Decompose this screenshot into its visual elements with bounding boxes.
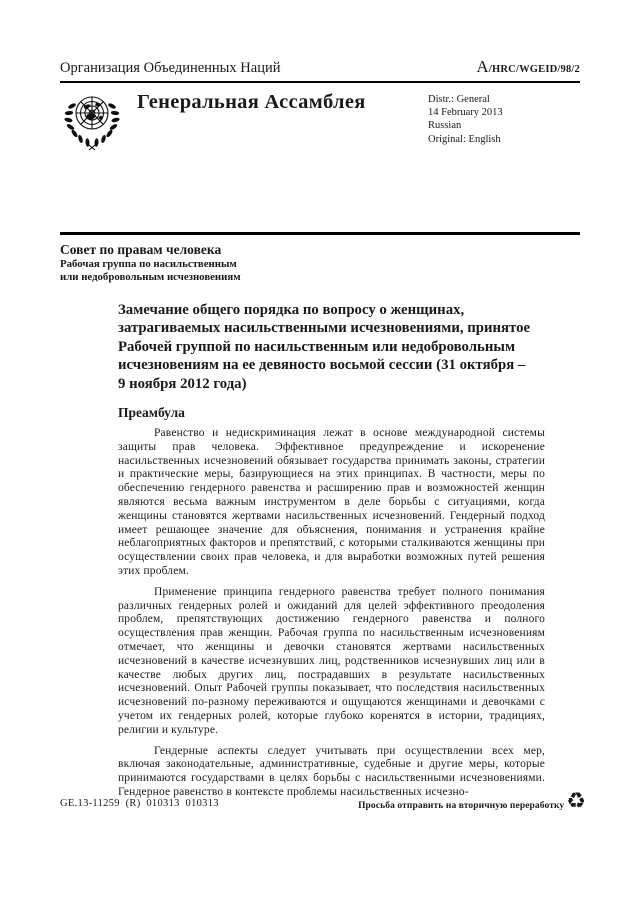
distr-line: Russian xyxy=(428,120,462,132)
distr-line: Distr.: General xyxy=(428,94,490,105)
section-heading-preamble: Преамбула xyxy=(118,405,185,421)
un-emblem-icon xyxy=(60,89,124,156)
document-body xyxy=(118,301,580,800)
body-paragraph: Гендерные аспекты следует учитывать при осуществлении всех мер, включая законодательные, административные, судебные и другие меры, которые принимаются государствами в целях борьбы с насильственными исчезновениями. Гендерное равенство в контексте проблемы насильственных исчезно- xyxy=(118,744,545,798)
recycle-icon: ♻ xyxy=(566,789,586,814)
doc-symbol-rest: /HRC/WGEID/98/2 xyxy=(488,64,580,75)
assembly-title: Генеральная Ассамблея xyxy=(137,91,366,113)
org-name: Организация Объединенных Наций xyxy=(60,60,281,76)
council-heading: Совет по правам человека xyxy=(60,242,222,257)
distr-line: 14 February 2013 xyxy=(428,107,503,119)
body-paragraph: Применение принципа гендерного равенства требует полного понимания различных гендерных ролей и ожиданий для целей эффективного преодоления проблем, препятствующих достижению гендерного равенства и полного осуществления прав женщин. Рабочая группа по насильственным исчезновениям отмечает, что женщины и девочки становятся жертвами насильственных исчезновений в качестве исчезнувших лиц, родственников исчезнувших лиц или в качестве любых других лиц, пострадавших в результате насильственных исчезновений. Опыт Рабочей группы показывает, что последствия насильственных исчезновений по-разному переживаются и ощущаются женщинами и девочками с учетом их гендерных ролей, которые глубоко коренятся в истории, традициях, религии и культуре. xyxy=(118,585,545,736)
header-divider-line xyxy=(60,81,580,83)
header-main-row xyxy=(60,89,580,156)
recycle-note xyxy=(358,789,586,820)
working-group-line: или недобровольным исчезновениям xyxy=(60,271,241,283)
distribution-info xyxy=(428,93,580,156)
council-block xyxy=(60,241,580,284)
document-title: Замечание общего порядка по вопросу о женщинах, затрагиваемых насильственными исчезновениями, принятое Рабочей группой по насильственным или недобровольным исчезновениям на ее девяносто восьмой сессии (31 октября – 9 ноября 2012 года) xyxy=(118,302,531,392)
working-group-line: Рабочая группа по насильственным xyxy=(60,258,237,270)
page-footer xyxy=(60,789,586,820)
ge-document-code: GE.13-11259 (R) 010313 010313 xyxy=(60,798,219,809)
recycle-note-text: Просьба отправить на вторичную переработку xyxy=(358,801,565,811)
doc-symbol xyxy=(476,57,580,79)
doc-symbol-prefix: A xyxy=(476,57,489,76)
body-paragraph: Равенство и недискриминация лежат в основе международной системы защиты прав человека. Эффективное предупреждение и искоренение насильственных исчезновений обязывает государства принимать законы, стратегии и практические меры, базирующиеся на этих принципах. В частности, меры по обеспечению гендерного равенства и расширению прав и возможностей женщин являются весьма важным инструментом в деле борьбы с ситуациями, когда женщины становятся жертвами насильственных исчезновений. Гендерный подход имеет решающее значение для объяснения, понимания и устранения крайне неблагоприятных факторов и препятствий, с которыми сталкиваются женщины при осуществлении своих прав человека, и для выработки возможных путей решения этих проблем. xyxy=(118,427,545,577)
distr-line: Original: English xyxy=(428,133,501,145)
header-top-row xyxy=(60,57,580,79)
section-divider-line xyxy=(60,232,580,235)
